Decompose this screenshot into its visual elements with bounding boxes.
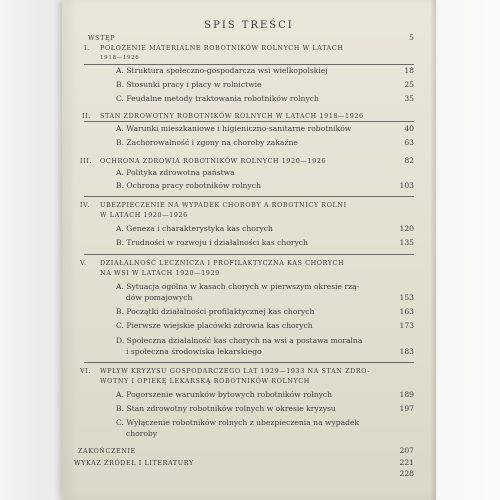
toc (74, 0, 416, 500)
section-title-line1: UBEZPIECZENIE NA WYPADEK CHOROBY A ROBOTNICY ROLNI (100, 201, 347, 209)
section-title-line2: 1918—1926 (100, 55, 140, 61)
page-number: 228 (399, 469, 414, 478)
page-number: 173 (399, 321, 414, 330)
section-title-line2: WOTNY I OPIEKĘ LEKARSKĄ ROBOTNIKÓW ROLNYCH (100, 377, 310, 385)
section-rule (84, 362, 414, 363)
entry-label: A. Polityka zdrowotna państwa (116, 168, 235, 177)
entry-label: B. Stan zdrowotny robotników rolnych w okresie kryzysu (116, 404, 336, 413)
section-title-line1: STAN ZDROWOTNY ROBOTNIKÓW ROLNYCH W LATACH 1918—1926 (100, 112, 364, 120)
page-number: 63 (404, 138, 414, 147)
entry-label: B. Zachorowalność i zgony na choroby zakaźne (116, 138, 298, 147)
entry-label: C. Feudalne metody traktowania robotników rolnych (116, 94, 319, 103)
section-numeral: II. (82, 112, 91, 120)
page-number: 103 (399, 181, 414, 190)
section-title-line1: OCHRONA ZDROWIA ROBOTNIKÓW ROLNYCH 1920—1926 (100, 157, 327, 165)
entry-label-line2: dów pomajowych (126, 293, 193, 302)
entry-label-line2: i społeczna środowiska lekarskiego (126, 347, 262, 356)
toc-entry-6c (80, 418, 416, 440)
section-numeral: IV. (80, 201, 90, 209)
entry-label: B. Trudności w rozwoju i działalności kas chorych (116, 238, 308, 247)
page-edge (430, 0, 436, 500)
toc-section-5 (80, 258, 416, 280)
page-number: 18 (404, 66, 414, 75)
section-title-line2: NA WSI W LATACH 1920—1929 (100, 269, 220, 277)
section-rule (84, 254, 414, 255)
page-number: 221 (399, 458, 414, 467)
page-number: 197 (399, 404, 414, 413)
page-number: 163 (399, 307, 414, 316)
entry-label: A. Struktura społeczno-gospodarcza wsi wielkopolskiej (116, 66, 328, 75)
page-number: 153 (399, 293, 414, 302)
entry-label: ZAKOŃCZENIE (78, 447, 136, 455)
page-number: 207 (399, 446, 414, 455)
entry-label: B. Początki działalności profilaktycznej kas chorych (116, 307, 315, 316)
page-number: 183 (399, 347, 414, 356)
section-numeral: V. (80, 259, 87, 267)
section-title-line2: W LATACH 1920—1926 (100, 211, 188, 219)
entry-label: B. Ochrona pracy robotników rolnych (116, 181, 261, 190)
entry-label: A. Pogorszenie warunków bytowych robotników rolnych (116, 390, 333, 399)
page-number: 120 (399, 224, 414, 233)
section-title-line1: DZIAŁALNOŚĆ LECZNICZA I PROFILAKTYCZNA KAS CHORYCH (100, 259, 345, 267)
toc-entry-5a (80, 282, 416, 304)
entry-label: A. Warunki mieszkaniowe i higieniczno-sanitarne robotników (116, 124, 352, 133)
page-number: 35 (404, 94, 414, 103)
section-rule (84, 121, 414, 122)
entry-label: C. Pierwsze wiejskie placówki zdrowia kas chorych (116, 321, 313, 330)
page-number: 135 (399, 238, 414, 247)
book-page (62, 0, 436, 500)
entry-label: WSTĘP (88, 34, 116, 42)
entry-label-line1: D. Społeczna działalność kas chorych na wsi a postawa moralna (116, 336, 363, 345)
toc-section-1 (80, 43, 416, 65)
section-rule (84, 64, 414, 65)
entry-label-line2: choroby (126, 429, 158, 438)
section-title-line1: WPŁYW KRYZYSU GOSPODARCZEGO LAT 1929—1933 NA STAN ZDRO- (100, 367, 371, 375)
section-numeral: I. (84, 44, 90, 52)
page-number: 40 (404, 124, 414, 133)
section-numeral: VI. (80, 367, 91, 375)
page-number: 189 (399, 390, 414, 399)
section-rule (84, 196, 414, 197)
entry-label: WYKAZ ŹRÓDEŁ I LITERATURY (74, 459, 194, 467)
toc-section-4 (80, 200, 416, 222)
page-number: 5 (409, 33, 414, 42)
toc-section-6 (80, 366, 416, 388)
page-title: SPIS TREŚCI (204, 20, 294, 31)
toc-entry-5d (80, 336, 416, 358)
section-title-line1: POŁOŻENIE MATERIALNE ROBOTNIKÓW ROLNYCH W LATACH (100, 44, 344, 52)
entry-label-line1: A. Sytuacja ogólna w kasach chorych w pierwszym okresie rzą- (116, 282, 360, 291)
page-number: 82 (404, 156, 414, 165)
entry-label: A. Geneza i charakterystyka kas chorych (116, 224, 273, 233)
entry-label-line1: C. Wyłączenie robotników rolnych z ubezpieczenia na wypadek (116, 418, 360, 427)
entry-label: B. Stosunki pracy i płacy w rolnictwie (116, 80, 262, 89)
section-numeral: III. (80, 157, 93, 165)
page-number: 25 (404, 80, 414, 89)
